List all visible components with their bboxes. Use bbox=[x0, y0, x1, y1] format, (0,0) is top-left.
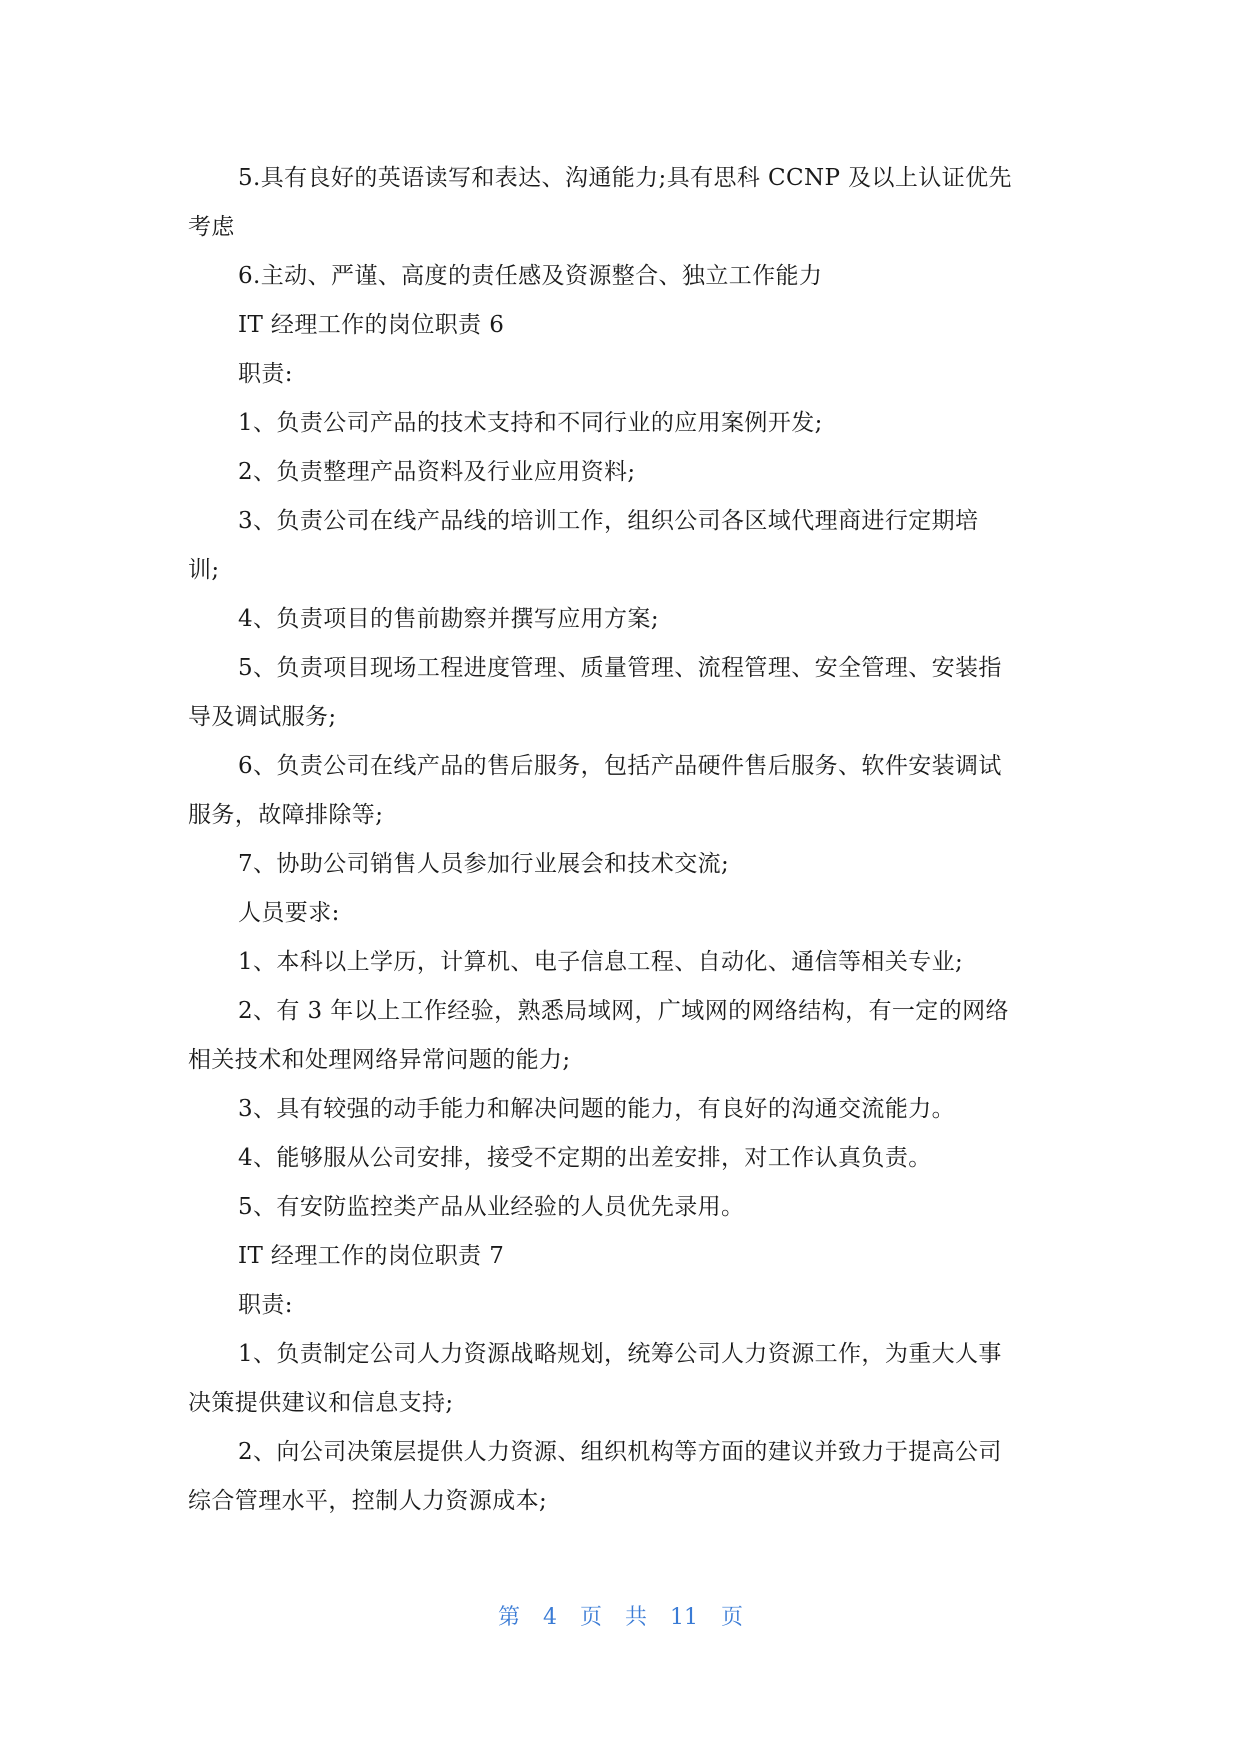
footer-prefix: 第 bbox=[497, 1605, 520, 1630]
text-line: 2、向公司决策层提供人力资源、组织机构等方面的建议并致力于提高公司 bbox=[238, 1439, 1002, 1465]
text-line: 人员要求: bbox=[238, 900, 340, 926]
text-line: 考虑 bbox=[188, 214, 235, 240]
text-line: 2、负责整理产品资料及行业应用资料; bbox=[238, 459, 636, 485]
document-body bbox=[188, 154, 1056, 1526]
text-line: 5、负责项目现场工程进度管理、质量管理、流程管理、安全管理、安装指 bbox=[238, 655, 1002, 681]
text-line: 职责: bbox=[238, 1292, 293, 1318]
text-line: 3、具有较强的动手能力和解决问题的能力，有良好的沟通交流能力。 bbox=[238, 1096, 956, 1122]
text-line: 综合管理水平，控制人力资源成本; bbox=[188, 1488, 548, 1514]
text-line: 决策提供建议和信息支持; bbox=[188, 1390, 454, 1416]
text-line: 1、负责制定公司人力资源战略规划，统筹公司人力资源工作，为重大人事 bbox=[238, 1341, 1002, 1367]
text-line: 相关技术和处理网络异常问题的能力; bbox=[188, 1047, 571, 1073]
page-footer bbox=[0, 1600, 1241, 1631]
footer-current-page: 4 bbox=[542, 1605, 557, 1630]
text-line: 5、有安防监控类产品从业经验的人员优先录用。 bbox=[238, 1194, 745, 1220]
text-line: 1、本科以上学历，计算机、电子信息工程、自动化、通信等相关专业; bbox=[238, 949, 964, 975]
text-line: 训; bbox=[188, 557, 220, 583]
text-line: 5.具有良好的英语读写和表达、沟通能力;具有思科 CCNP 及以上认证优先 bbox=[238, 165, 1012, 191]
text-line: 1、负责公司产品的技术支持和不同行业的应用案例开发; bbox=[238, 410, 823, 436]
footer-suffix: 页 bbox=[721, 1605, 744, 1630]
text-line: 服务，故障排除等; bbox=[188, 802, 384, 828]
text-line: 职责: bbox=[238, 361, 293, 387]
text-line: 6、负责公司在线产品的售后服务，包括产品硬件售后服务、软件安装调试 bbox=[238, 753, 1002, 779]
text-line: 3、负责公司在线产品线的培训工作，组织公司各区域代理商进行定期培 bbox=[238, 508, 979, 534]
text-line: IT 经理工作的岗位职责 6 bbox=[238, 312, 505, 338]
footer-total-label: 共 bbox=[625, 1605, 648, 1630]
text-line: 6.主动、严谨、高度的责任感及资源整合、独立工作能力 bbox=[238, 263, 823, 289]
text-line: 2、有 3 年以上工作经验，熟悉局域网，广域网的网络结构，有一定的网络 bbox=[238, 998, 1009, 1024]
text-line: 4、能够服从公司安排，接受不定期的出差安排，对工作认真负责。 bbox=[238, 1145, 932, 1171]
text-line: IT 经理工作的岗位职责 7 bbox=[238, 1243, 505, 1269]
text-line: 7、协助公司销售人员参加行业展会和技术交流; bbox=[238, 851, 730, 877]
footer-mid: 页 bbox=[579, 1605, 602, 1630]
text-line: 4、负责项目的售前勘察并撰写应用方案; bbox=[238, 606, 659, 632]
text-line: 导及调试服务; bbox=[188, 704, 337, 730]
footer-total-pages: 11 bbox=[670, 1605, 699, 1630]
